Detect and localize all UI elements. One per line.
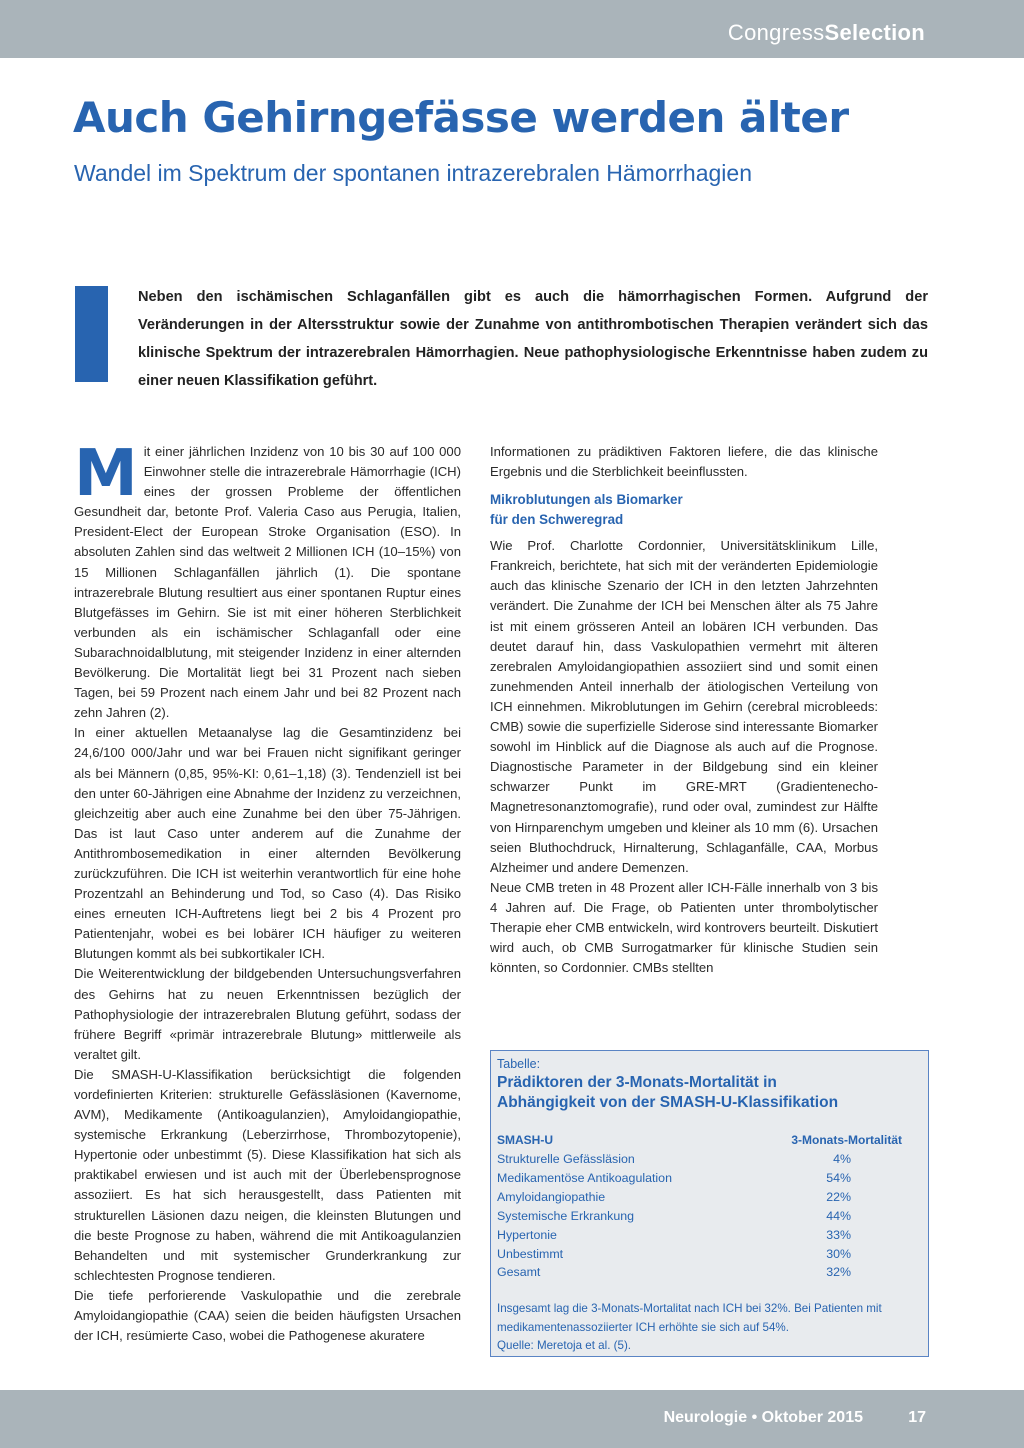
table-cell-category: Gesamt — [497, 1265, 541, 1280]
article-subtitle: Wandel im Spektrum der spontanen intrazerebralen Hämorrhagien — [74, 160, 752, 186]
table-footnote — [497, 1300, 922, 1355]
lead-accent-bar — [75, 286, 108, 382]
table-title — [497, 1073, 922, 1113]
body-paragraph: Die Weiterentwicklung der bildgebenden Untersuchungsverfahren des Gehirns hat zu neuen Erkenntnissen bezüglich der Pathophysiologie der intrazerebralen Blutung geführt, sodass der frühere Begriff «primär intrazerebrale Blutung» mittlerweile als veraltet gilt. — [74, 966, 461, 1062]
body-paragraph: Informationen zu prädiktiven Faktoren liefere, die das klinische Ergebnis und die Sterblichkeit beeinflussten. — [490, 444, 878, 480]
brand-light: Congress — [727, 20, 825, 45]
table-row — [497, 1188, 922, 1207]
table-title-line: Prädiktoren der 3-Monats-Mortalität in — [497, 1074, 777, 1091]
table-cell-value: 54% — [826, 1170, 851, 1185]
table-cell-value: 44% — [826, 1208, 851, 1223]
table-row — [497, 1169, 922, 1188]
table-content — [497, 1056, 922, 1355]
table-cell-value: 32% — [826, 1265, 851, 1280]
left-column — [74, 437, 461, 1346]
right-column — [490, 442, 878, 978]
section-heading-line: Mikroblutungen als Biomarker — [490, 492, 683, 508]
drop-cap: M — [74, 437, 138, 511]
body-paragraph: In einer aktuellen Metaanalyse lag die Gesamtinzidenz bei 24,6/100 000/Jahr und war bei Frauen nicht signifikant geringer als bei Männern (0,85, 95%-KI: 0,61–1,18) (3). Tendenziell ist bei den unter 60-Jährigen eine Abnahme der Inzidenz zu verzeichnen, gleichzeitig aber auch eine Zunahme bei den über 75-Jährigen. Das ist laut Caso unter anderem auf die Zunahme der Antithrombosemedikation in einer alternden Bevölkerung zurückzuführen. Die ICH ist weiterhin verantwortlich für eine hohe Prozentzahl an Behinderung und Tod, so Caso (4). Das Risiko eines erneuten ICH-Auftretens liegt bei 2 bis 4 Prozent pro Patientenjahr, wobei es bei lobärer ICH häufiger zu weiteren Blutungen kommt als bei subkortikaler ICH. — [74, 725, 461, 962]
table-cell-category: Hypertonie — [497, 1227, 557, 1242]
body-paragraph: it einer jährlichen Inzidenz von 10 bis 30 auf 100 000 Einwohner stelle die intrazerebrale Hämorrhagie (ICH) eines der grossen Probleme der öffentlichen Gesundheit dar, betonte Prof. Valeria Caso aus Perugia, Italien, President-Elect der European Stroke Organisation (ESO). In absoluten Zahlen sind das weltweit 2 Millionen ICH (10–15%) von 15 Millionen Schlaganfällen jährlich (1). Die spontane intrazerebrale Blutung resultiert aus einer spontanen Ruptur eines Blutgefässes im Gehirn. Sie ist mit einer höheren Sterblichkeit verbunden als ein ischämischer Schlaganfall oder eine Subarachnoidalblutung, mit steigender Inzidenz in einer alternden Bevölkerung. Die Mortalität liegt bei 31 Prozent nach sieben Tagen, bei 59 Prozent nach einem Jahr und bei 82 Prozent nach zehn Jahren (2). — [74, 444, 461, 721]
smash-u-table-box — [490, 1050, 929, 1357]
table-cell-category: Medikamentöse Antikoagulation — [497, 1170, 672, 1185]
table-cell-value: 33% — [826, 1227, 851, 1242]
body-paragraph: Die SMASH-U-Klassifikation berücksichtigt die folgenden vordefinierten Kriterien: strukturelle Gefässläsionen (Kavernome, AVM), Medikamente (Antikoagulanzien), Amyloidangiopathie, systemische Erkrankung (Leberzirrhose, Thrombozytopenie), Hypertonie oder unbestimmt (5). Diese Klassifikation hat sich als praktikabel erwiesen und ist auch mit der Überlebensprognose assoziiert. Es hat sich herausgestellt, dass Patienten mit strukturellen Läsionen dazu neigen, die kleinsten Blutungen und die beste Prognose zu haben, während die mit Antikoagulanzien Behandelten und mit systemischer Grunderkrankung zur schlechtesten Prognose tendieren. — [74, 1066, 461, 1283]
table-row — [497, 1245, 922, 1264]
table-row — [497, 1226, 922, 1245]
table-header-smash-u: SMASH-U — [497, 1133, 553, 1147]
congress-selection-logo — [728, 18, 925, 48]
table-title-line: Abhängigkeit von der SMASH-U-Klassifikation — [497, 1094, 839, 1111]
table-cell-value: 22% — [826, 1189, 851, 1204]
footer-band — [0, 1390, 1024, 1448]
table-cell-category: Systemische Erkrankung — [497, 1208, 635, 1223]
brand-bold: Selection — [824, 20, 925, 45]
article-title: Auch Gehirngefässe werden älter — [73, 93, 849, 142]
section-heading — [490, 490, 878, 530]
table-cell-value: 30% — [826, 1246, 851, 1261]
table-row — [497, 1263, 922, 1282]
table-cell-category: Amyloidangiopathie — [497, 1189, 606, 1204]
footnote-line: medikamentenassoziierter ICH erhöhte sie sich auf 54%. — [497, 1320, 789, 1334]
page-number: 17 — [908, 1409, 926, 1426]
table-cell-category: Strukturelle Gefässläsion — [497, 1152, 635, 1166]
footnote-line: Insgesamt lag die 3-Monats-Mortalitat nach ICH bei 32%. Bei Patienten mit — [497, 1302, 882, 1316]
article-lead: Neben den ischämischen Schlaganfällen gibt es auch die hämorrhagischen Formen. Aufgrund der Veränderungen in der Altersstruktur sowie der Zunahme von antithrombotischen Therapien verändert sich das klinische Spektrum der intrazerebralen Hämorrhagien. Neue pathophysiologische Erkenntnisse haben zudem zu einer neuen Klassifikation geführt. — [138, 289, 928, 389]
table-label: Tabelle: — [497, 1057, 541, 1071]
table-row — [497, 1207, 922, 1226]
section-heading-line: für den Schweregrad — [490, 512, 624, 528]
table-source: Quelle: Meretoja et al. (5). — [497, 1338, 632, 1352]
footer-journal-issue: Neurologie • Oktober 2015 — [663, 1409, 863, 1426]
table-row — [497, 1150, 922, 1169]
header-band — [0, 0, 1024, 58]
table-cell-value: 4% — [833, 1152, 851, 1166]
body-paragraph: Neue CMB treten in 48 Prozent aller ICH-Fälle innerhalb von 3 bis 4 Jahren auf. Die Frage, ob Patienten unter thrombolytischer Therapie eher CMB entwickeln, wird kontrovers beurteilt. Diskutiert wird auch, ob CMB Surrogatmarker für klinische Studien sein könnten, so Cordonnier. CMBs stellten — [490, 879, 878, 976]
table-cell-category: Unbestimmt — [497, 1246, 564, 1261]
body-paragraph: Die tiefe perforierende Vaskulopathie und die zerebrale Amyloidangiopathie (CAA) seien die beiden häufigsten Ursachen der ICH, resümierte Caso, wobei die Pathogenese akuratere — [74, 1287, 461, 1344]
body-paragraph: Wie Prof. Charlotte Cordonnier, Universitätsklinikum Lille, Frankreich, berichtete, hat sich mit der veränderten Epidemiologie auch das klinische Szenario der ICH in den letzten Jahrzehnten verändert. Die Zunahme der ICH bei Menschen älter als 75 Jahre ist mit einem grösseren Anteil an lobären ICH verbunden. Das deutet darauf hin, dass Vaskulopathien vermehrt mit älteren zerebralen Amyloidangiopathien assoziiert sind und somit einen zunehmenden Anteil innerhalb der ätiologischen Verteilung von ICH einnehmen. Mikroblutungen im Gehirn (cerebral microbleeds: CMB) sowie die superfizielle Siderose sind interessante Biomarker sowohl im Hinblick auf die Diagnose als auch auf die Prognose. Diagnostische Parameter in der Bildgebung sind ein kleiner schwarzer Punkt im GRE-MRT (Gradientenecho-Magnetresonanztomografie), rund oder oval, zumindest zur Hälfte von Hirnparenchym umgeben und kleiner als 10 mm (6). Ursachen seien Bluthochdruck, Hirnalterung, Schlaganfälle, CAA, Morbus Alzheimer und andere Demenzen. — [490, 538, 878, 875]
table-header-mortality: 3-Monats-Mortalität — [791, 1133, 902, 1147]
table-header-row — [497, 1131, 922, 1150]
